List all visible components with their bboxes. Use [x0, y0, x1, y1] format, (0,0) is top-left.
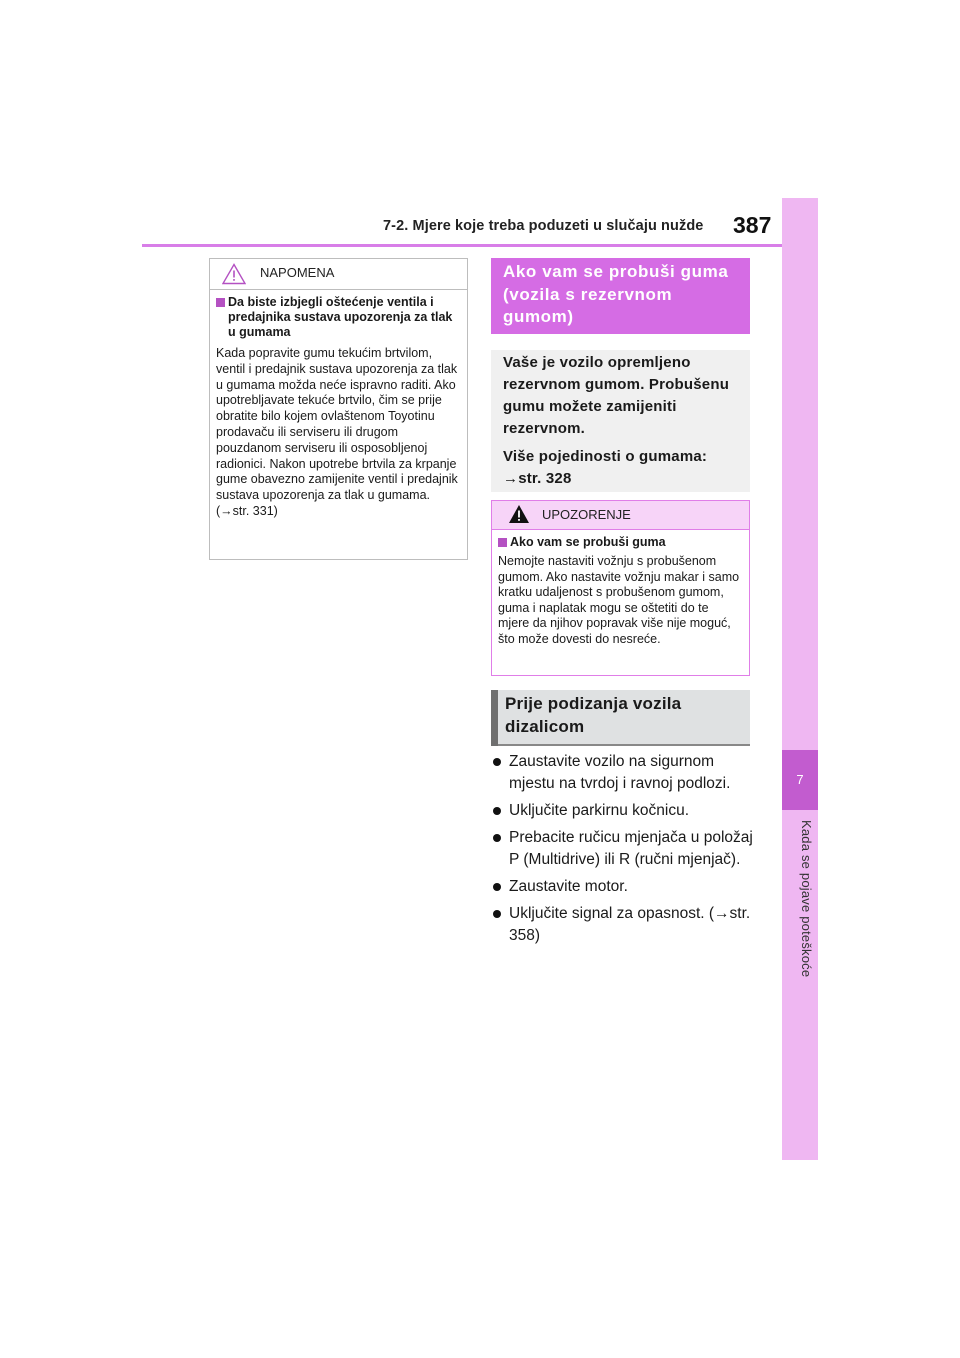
info-paragraph-2[interactable]: Više pojedinosti o gumama: →str. 328	[503, 448, 708, 487]
note-subhead	[216, 295, 461, 340]
info-paragraph-1: Vaše je vozilo opremljeno rezervnom gumom. Probušenu gumu možete zamijeniti rezervnom.	[503, 354, 730, 437]
bullet-dot-icon	[493, 834, 501, 842]
info-box	[491, 350, 750, 492]
section-heading-text: Prije podizanja vozila dizalicom	[505, 694, 682, 736]
steps-list	[493, 751, 763, 952]
note-body-text: Kada popravite gumu tekućim brtvilom, ventil i predajnik sustava upozorenja za tlak u gumama možda neće ispravno raditi. Ako upotrebljavate tekuće brtvilo, čim se prije obratite bilo kojem ovlaštenom Toyotinu prodavaču ili serviseru ili drugom pouzdanom serviseru ili osposobljenoj radionici. Nakon upotrebe brtvila za krpanje gume obavezno zamijenite ventil i predajnik sustava upozorenja za tlak u gumama. (→str. 331)	[216, 346, 458, 518]
note-label: NAPOMENA	[260, 265, 335, 280]
note-header	[210, 259, 467, 290]
list-item-text: Uključite parkirnu kočnicu.	[509, 802, 690, 819]
list-item	[493, 876, 763, 898]
list-item	[493, 827, 763, 871]
heading-accent-bar	[491, 690, 498, 746]
section-title: 7-2. Mjere koje treba poduzeti u slučaju nužde	[383, 218, 704, 234]
list-item-text: Prebacite ručicu mjenjača u položaj P (Multidrive) ili R (ručni mjenjač).	[509, 829, 753, 868]
square-bullet-icon	[498, 538, 507, 547]
warning-header	[492, 501, 749, 530]
section-heading-before-jacking	[491, 690, 750, 746]
warning-box	[491, 500, 750, 676]
page-number: 387	[733, 212, 772, 238]
warning-label: UPOZORENJE	[542, 507, 631, 522]
bullet-dot-icon	[493, 758, 501, 766]
warning-filled-icon	[508, 504, 530, 524]
list-item	[493, 903, 763, 947]
list-item	[493, 800, 763, 822]
warning-outline-icon	[222, 263, 246, 285]
side-tab-chapter-title: Kada se pojave poteškoće	[799, 820, 814, 978]
side-tab-chapter-number[interactable]: 7	[782, 750, 818, 810]
warning-body-text: Nemojte nastaviti vožnju s probušenom gumom. Ako nastavite vožnju makar i samo kratku udaljenost s probušenom gumom, guma i naplatak mogu se oštetiti do te mjere da njihov popravak više nije moguć, što može dovesti do nesreće.	[498, 554, 740, 646]
section-heading-flat-tire: Ako vam se probuši guma (vozila s rezervnom gumom)	[491, 258, 750, 334]
note-box	[209, 258, 468, 560]
bullet-dot-icon	[493, 807, 501, 815]
square-bullet-icon	[216, 298, 225, 307]
list-item	[493, 751, 763, 795]
warning-subhead-text: Ako vam se probuši guma	[510, 535, 666, 549]
list-item-text: Zaustavite motor.	[509, 878, 628, 895]
warning-subhead	[498, 535, 743, 550]
bullet-dot-icon	[493, 910, 501, 918]
list-item-text: Uključite signal za opasnost. (→str. 358)	[509, 905, 751, 944]
header-rule	[142, 244, 782, 247]
bullet-dot-icon	[493, 883, 501, 891]
list-item-text: Zaustavite vozilo na sigurnom mjestu na tvrdoj i ravnoj podlozi.	[509, 753, 731, 792]
note-subhead-text: Da biste izbjegli oštećenje ventila i predajnika sustava upozorenja za tlak u gumama	[228, 295, 453, 339]
